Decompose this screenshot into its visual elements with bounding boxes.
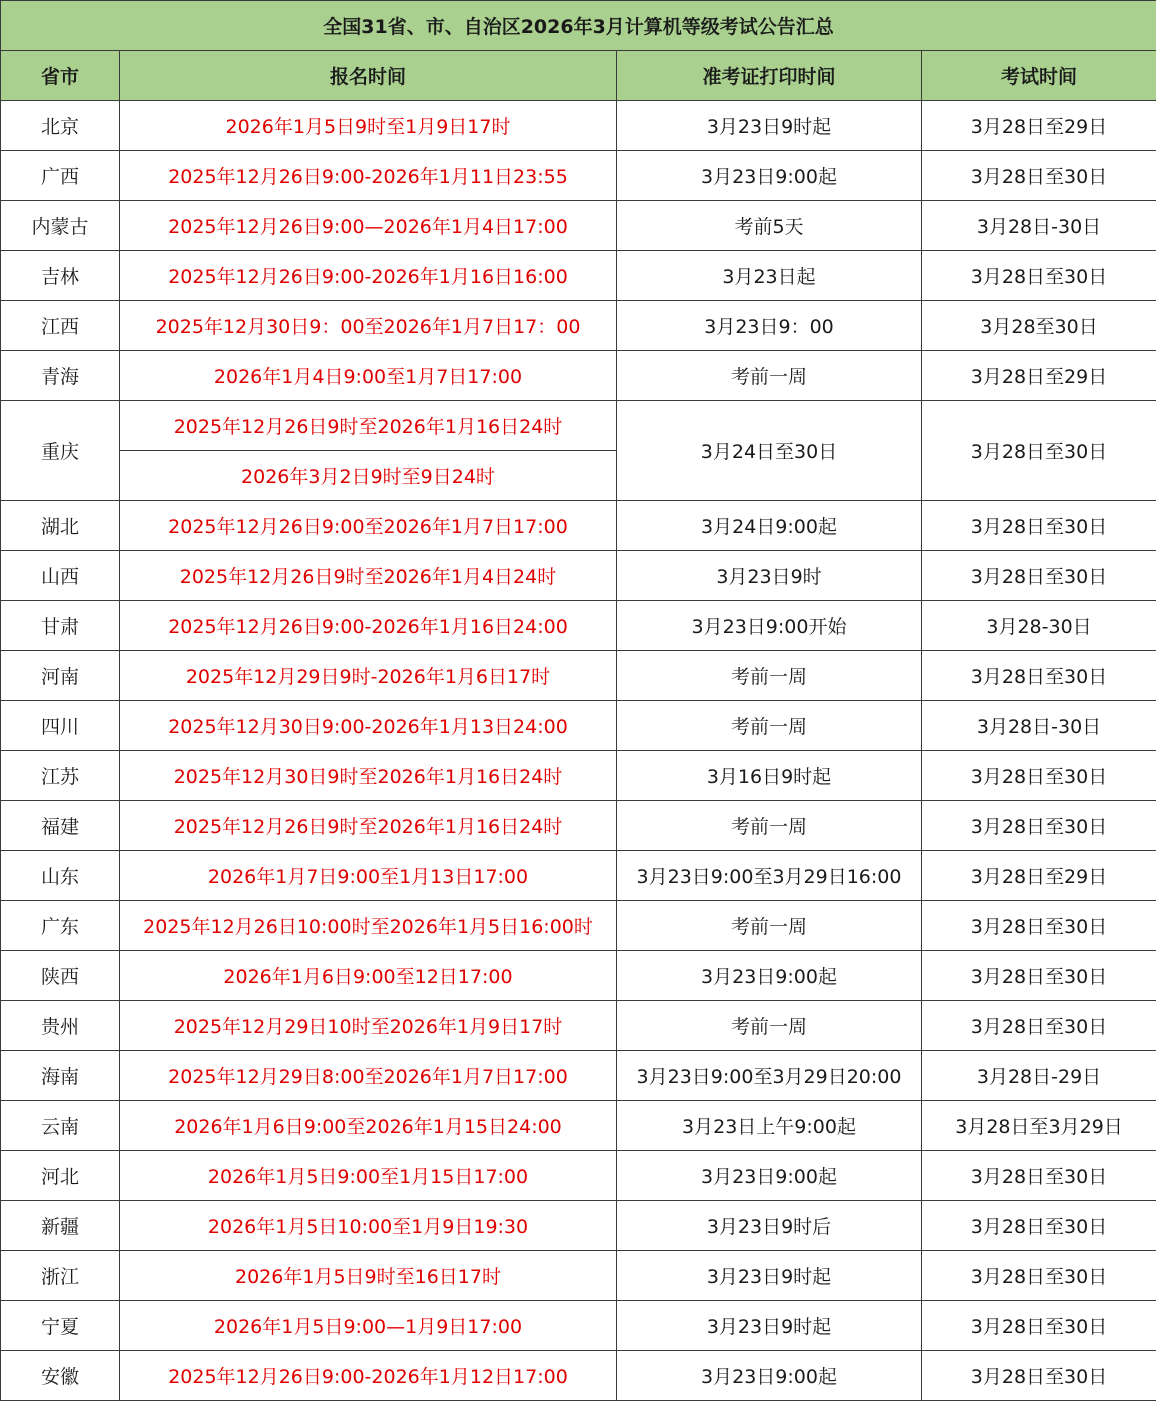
table-row — [1, 401, 1156, 451]
admission-print-time-cell: 考前一周 — [617, 701, 922, 751]
province-cell: 四川 — [1, 701, 120, 751]
registration-time-cell: 2025年12月26日9:00—2026年1月4日17:00 — [120, 201, 617, 251]
province-cell: 重庆 — [1, 401, 120, 501]
table-row — [1, 101, 1156, 151]
province-cell: 青海 — [1, 351, 120, 401]
registration-time-cell: 2025年12月26日9时至2026年1月16日24时 — [120, 401, 617, 451]
registration-time-cell: 2026年1月6日9:00至2026年1月15日24:00 — [120, 1101, 617, 1151]
province-cell: 海南 — [1, 1051, 120, 1101]
table-row — [1, 601, 1156, 651]
province-cell: 甘肃 — [1, 601, 120, 651]
admission-print-time-cell: 3月23日9时后 — [617, 1201, 922, 1251]
registration-time-cell: 2025年12月26日9时至2026年1月16日24时 — [120, 801, 617, 851]
admission-print-time-cell: 考前一周 — [617, 1001, 922, 1051]
exam-time-cell: 3月28日至30日 — [922, 1151, 1156, 1201]
table-row — [1, 1351, 1156, 1401]
province-cell: 北京 — [1, 101, 120, 151]
exam-time-cell: 3月28日至30日 — [922, 651, 1156, 701]
header-exam-time: 考试时间 — [922, 51, 1156, 101]
registration-time-cell: 2025年12月26日9时至2026年1月4日24时 — [120, 551, 617, 601]
province-cell: 内蒙古 — [1, 201, 120, 251]
registration-time-cell: 2025年12月30日9：00至2026年1月7日17：00 — [120, 301, 617, 351]
table-row — [1, 1151, 1156, 1201]
table-row — [1, 1301, 1156, 1351]
exam-time-cell: 3月28日至30日 — [922, 251, 1156, 301]
admission-print-time-cell: 考前5天 — [617, 201, 922, 251]
admission-print-time-cell: 3月23日上午9:00起 — [617, 1101, 922, 1151]
admission-print-time-cell: 考前一周 — [617, 351, 922, 401]
exam-time-cell: 3月28日至30日 — [922, 1001, 1156, 1051]
province-cell: 广东 — [1, 901, 120, 951]
table-row — [1, 501, 1156, 551]
exam-time-cell: 3月28日-30日 — [922, 201, 1156, 251]
admission-print-time-cell: 3月23日9:00开始 — [617, 601, 922, 651]
registration-time-cell: 2025年12月29日10时至2026年1月9日17时 — [120, 1001, 617, 1051]
table-row — [1, 701, 1156, 751]
admission-print-time-cell: 3月24日至30日 — [617, 401, 922, 501]
exam-time-cell: 3月28日-29日 — [922, 1051, 1156, 1101]
exam-time-cell: 3月28日至29日 — [922, 351, 1156, 401]
registration-time-cell: 2025年12月26日9:00-2026年1月12日17:00 — [120, 1351, 617, 1401]
admission-print-time-cell: 3月23日9:00起 — [617, 951, 922, 1001]
admission-print-time-cell: 3月23日9:00至3月29日16:00 — [617, 851, 922, 901]
province-cell: 吉林 — [1, 251, 120, 301]
province-cell: 江西 — [1, 301, 120, 351]
admission-print-time-cell: 3月23日9时 — [617, 551, 922, 601]
exam-time-cell: 3月28日至30日 — [922, 801, 1156, 851]
admission-print-time-cell: 3月23日9：00 — [617, 301, 922, 351]
registration-time-cell: 2025年12月30日9时至2026年1月16日24时 — [120, 751, 617, 801]
province-cell: 云南 — [1, 1101, 120, 1151]
admission-print-time-cell: 3月23日9时起 — [617, 1251, 922, 1301]
exam-time-cell: 3月28日至30日 — [922, 951, 1156, 1001]
table-row — [1, 801, 1156, 851]
exam-time-cell: 3月28日至30日 — [922, 1201, 1156, 1251]
exam-time-cell: 3月28日至3月29日 — [922, 1101, 1156, 1151]
exam-time-cell: 3月28日至30日 — [922, 151, 1156, 201]
table-title: 全国31省、市、自治区2026年3月计算机等级考试公告汇总 — [1, 1, 1156, 51]
registration-time-cell: 2025年12月30日9:00-2026年1月13日24:00 — [120, 701, 617, 751]
province-cell: 江苏 — [1, 751, 120, 801]
exam-time-cell: 3月28日至30日 — [922, 551, 1156, 601]
table-row — [1, 1201, 1156, 1251]
registration-time-cell: 2025年12月26日9:00至2026年1月7日17:00 — [120, 501, 617, 551]
header-province: 省市 — [1, 51, 120, 101]
exam-time-cell: 3月28日至30日 — [922, 1351, 1156, 1401]
table-body — [1, 101, 1156, 1401]
registration-time-cell: 2025年12月26日9:00-2026年1月11日23:55 — [120, 151, 617, 201]
admission-print-time-cell: 3月23日9:00起 — [617, 1151, 922, 1201]
province-cell: 浙江 — [1, 1251, 120, 1301]
admission-print-time-cell: 3月23日9时起 — [617, 1301, 922, 1351]
exam-time-cell: 3月28日至30日 — [922, 1301, 1156, 1351]
province-cell: 贵州 — [1, 1001, 120, 1051]
province-cell: 广西 — [1, 151, 120, 201]
table-row — [1, 1101, 1156, 1151]
admission-print-time-cell: 3月23日9:00起 — [617, 1351, 922, 1401]
exam-time-cell: 3月28日至30日 — [922, 901, 1156, 951]
header-row — [1, 51, 1156, 101]
province-cell: 山西 — [1, 551, 120, 601]
table-row — [1, 651, 1156, 701]
registration-time-cell: 2026年1月7日9:00至1月13日17:00 — [120, 851, 617, 901]
header-admission-print-time: 准考证打印时间 — [617, 51, 922, 101]
province-cell: 山东 — [1, 851, 120, 901]
province-cell: 湖北 — [1, 501, 120, 551]
registration-time-cell: 2025年12月26日9:00-2026年1月16日24:00 — [120, 601, 617, 651]
admission-print-time-cell: 3月23日9时起 — [617, 101, 922, 151]
registration-time-cell: 2025年12月29日9时-2026年1月6日17时 — [120, 651, 617, 701]
registration-time-cell: 2025年12月29日8:00至2026年1月7日17:00 — [120, 1051, 617, 1101]
registration-time-cell: 2026年1月5日9:00—1月9日17:00 — [120, 1301, 617, 1351]
province-cell: 河北 — [1, 1151, 120, 1201]
title-row — [1, 1, 1156, 51]
table-row — [1, 751, 1156, 801]
admission-print-time-cell: 3月16日9时起 — [617, 751, 922, 801]
exam-time-cell: 3月28日至30日 — [922, 501, 1156, 551]
table-row — [1, 901, 1156, 951]
registration-time-cell: 2026年1月4日9:00至1月7日17:00 — [120, 351, 617, 401]
province-cell: 安徽 — [1, 1351, 120, 1401]
table-row — [1, 1251, 1156, 1301]
exam-time-cell: 3月28日至30日 — [922, 1251, 1156, 1301]
table-row — [1, 301, 1156, 351]
table-row — [1, 151, 1156, 201]
admission-print-time-cell: 3月24日9:00起 — [617, 501, 922, 551]
table-row — [1, 251, 1156, 301]
registration-time-cell: 2026年1月5日10:00至1月9日19:30 — [120, 1201, 617, 1251]
province-cell: 陕西 — [1, 951, 120, 1001]
exam-time-cell: 3月28日至30日 — [922, 401, 1156, 501]
table-row — [1, 951, 1156, 1001]
header-registration-time: 报名时间 — [120, 51, 617, 101]
admission-print-time-cell: 3月23日9:00起 — [617, 151, 922, 201]
registration-time-cell: 2026年1月5日9时至1月9日17时 — [120, 101, 617, 151]
admission-print-time-cell: 考前一周 — [617, 901, 922, 951]
table-row — [1, 1001, 1156, 1051]
registration-time-cell: 2025年12月26日10:00时至2026年1月5日16:00时 — [120, 901, 617, 951]
admission-print-time-cell: 3月23日起 — [617, 251, 922, 301]
province-cell: 宁夏 — [1, 1301, 120, 1351]
exam-time-cell: 3月28日至30日 — [922, 751, 1156, 801]
exam-time-cell: 3月28至30日 — [922, 301, 1156, 351]
exam-time-cell: 3月28日至29日 — [922, 851, 1156, 901]
registration-time-cell: 2026年1月5日9:00至1月15日17:00 — [120, 1151, 617, 1201]
table-row — [1, 1051, 1156, 1101]
exam-time-cell: 3月28-30日 — [922, 601, 1156, 651]
table-row — [1, 851, 1156, 901]
exam-time-cell: 3月28日至29日 — [922, 101, 1156, 151]
province-cell: 河南 — [1, 651, 120, 701]
registration-time-cell: 2026年1月5日9时至16日17时 — [120, 1251, 617, 1301]
registration-time-cell: 2026年3月2日9时至9日24时 — [120, 451, 617, 501]
admission-print-time-cell: 考前一周 — [617, 801, 922, 851]
admission-print-time-cell: 考前一周 — [617, 651, 922, 701]
registration-time-cell: 2026年1月6日9:00至12日17:00 — [120, 951, 617, 1001]
province-cell: 福建 — [1, 801, 120, 851]
registration-time-cell: 2025年12月26日9:00-2026年1月16日16:00 — [120, 251, 617, 301]
table-row — [1, 351, 1156, 401]
table-row — [1, 551, 1156, 601]
table-row — [1, 201, 1156, 251]
admission-print-time-cell: 3月23日9:00至3月29日20:00 — [617, 1051, 922, 1101]
province-cell: 新疆 — [1, 1201, 120, 1251]
exam-time-cell: 3月28日-30日 — [922, 701, 1156, 751]
